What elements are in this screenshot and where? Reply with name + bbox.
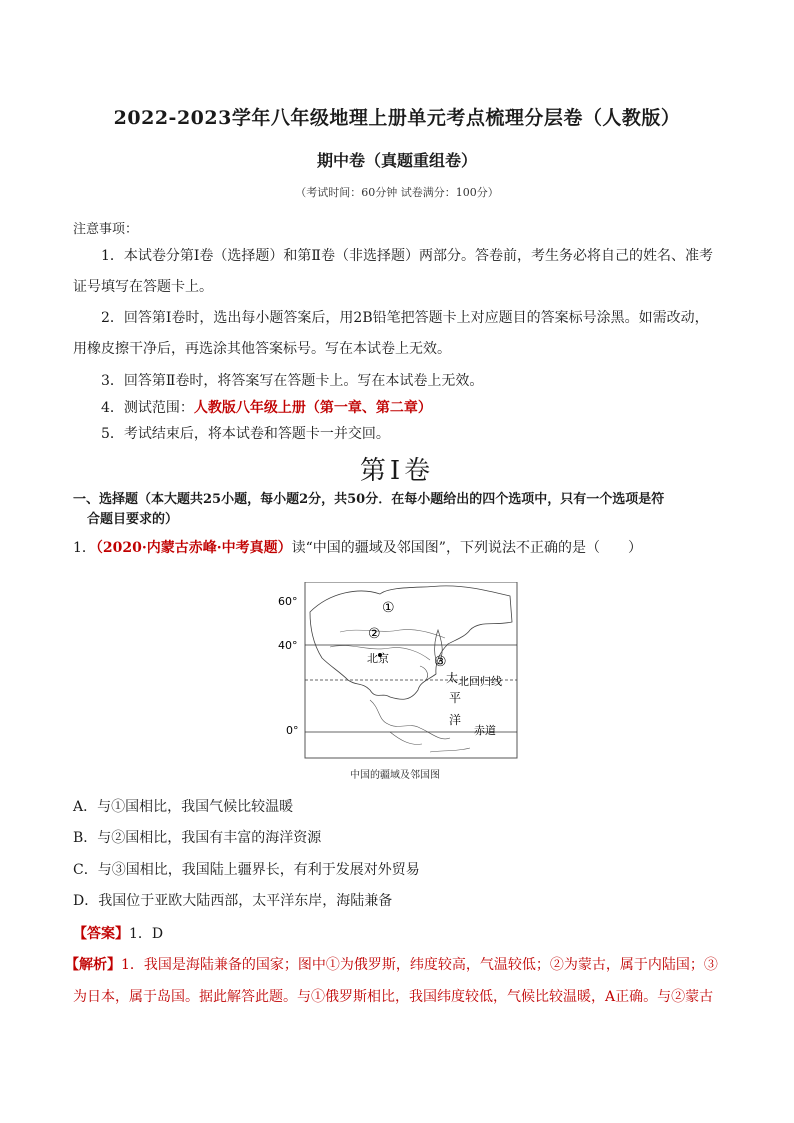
ocean-label-2: 平: [449, 691, 462, 705]
test-range: 人教版八年级上册（第一章、第二章）: [193, 400, 432, 416]
option-c: C．与③国相比，我国陆上疆界长，有利于发展对外贸易: [73, 862, 420, 878]
lat-0-label: 0°: [286, 724, 299, 737]
note-item-4: [73, 398, 723, 418]
note-item-4-prefix: 4．测试范围：: [101, 400, 194, 416]
analysis-tag: 【解析】: [65, 957, 121, 973]
equator-label: 赤道: [474, 724, 496, 737]
analysis-text-1: 1．我国是海陆兼备的国家；图中①为俄罗斯，纬度较高，气温较低；②为蒙古，属于内陆国；③: [121, 957, 718, 973]
ocean-label-3: 洋: [449, 713, 462, 727]
lat-60-label: 60°: [278, 595, 298, 608]
note-item-5: 5．考试结束后，将本试卷和答题卡一并交回。: [101, 426, 390, 442]
option-d: D．我国位于亚欧大陆西部，太平洋东岸，海陆兼备: [73, 893, 393, 909]
analysis-line1: [65, 955, 725, 975]
option-a: A．与①国相比，我国气候比较温暖: [73, 799, 294, 815]
map-figure: [270, 582, 520, 782]
notes-heading: 注意事项：: [73, 222, 139, 237]
question-1-stem: [73, 538, 753, 558]
part-heading-line1: 一、选择题（本大题共25小题，每小题2分，共50分．在每小题给出的四个选项中，只有一个选项是符: [73, 492, 665, 507]
question-number: 1．: [73, 540, 96, 556]
part-heading-line2: 合题目要求的）: [87, 512, 179, 527]
note-item-2-line2: 用橡皮擦干净后，再选涂其他答案标号。写在本试卷上无效。: [73, 341, 451, 357]
tropic-label: 北回归线: [458, 675, 502, 688]
question-source: （2020·内蒙古赤峰·中考真题）: [95, 540, 292, 556]
document-title: 2022-2023学年八年级地理上册单元考点梳理分层卷（人教版）: [113, 107, 681, 129]
analysis-line2: 为日本，属于岛国。据此解答此题。与①俄罗斯相比，我国纬度较低，气候比较温暖，A正确。与②蒙古: [73, 989, 714, 1005]
exam-info: （考试时间：60分钟 试卷满分：100分）: [295, 186, 499, 199]
question-text: 读“中国的疆域及邻国图”，下列说法不正确的是（ ）: [291, 540, 642, 556]
lat-40-label: 40°: [278, 639, 298, 652]
document-subtitle: 期中卷（真题重组卷）: [316, 151, 477, 170]
answer-tag: 【答案】: [73, 926, 129, 942]
note-item-1-line1: 1．本试卷分第Ⅰ卷（选择题）和第Ⅱ卷（非选择题）两部分。答卷前，考生务必将自己的姓名、准考: [101, 248, 713, 264]
ocean-label-1: 太: [446, 671, 459, 685]
country-1-label: ①: [382, 600, 395, 616]
china-territory-map: [270, 582, 520, 782]
note-item-1-line2: 证号填写在答题卡上。: [73, 279, 213, 295]
beijing-label: 北京: [367, 652, 389, 665]
answer-line: [73, 923, 163, 943]
option-b: B．与②国相比，我国有丰富的海洋资源: [73, 830, 322, 846]
map-caption: 中国的疆域及邻国图: [350, 770, 440, 781]
section-title: 第Ⅰ卷: [359, 456, 435, 486]
country-3-label: ③: [434, 654, 447, 670]
answer-value: 1．D: [129, 926, 164, 942]
note-item-3: 3．回答第Ⅱ卷时，将答案写在答题卡上。写在本试卷上无效。: [101, 373, 484, 389]
part-heading: [73, 490, 733, 530]
country-2-label: ②: [368, 626, 381, 642]
note-item-2-line1: 2．回答第Ⅰ卷时，选出每小题答案后，用2B铅笔把答题卡上对应题目的答案标号涂黑。如需改动，: [101, 310, 709, 326]
